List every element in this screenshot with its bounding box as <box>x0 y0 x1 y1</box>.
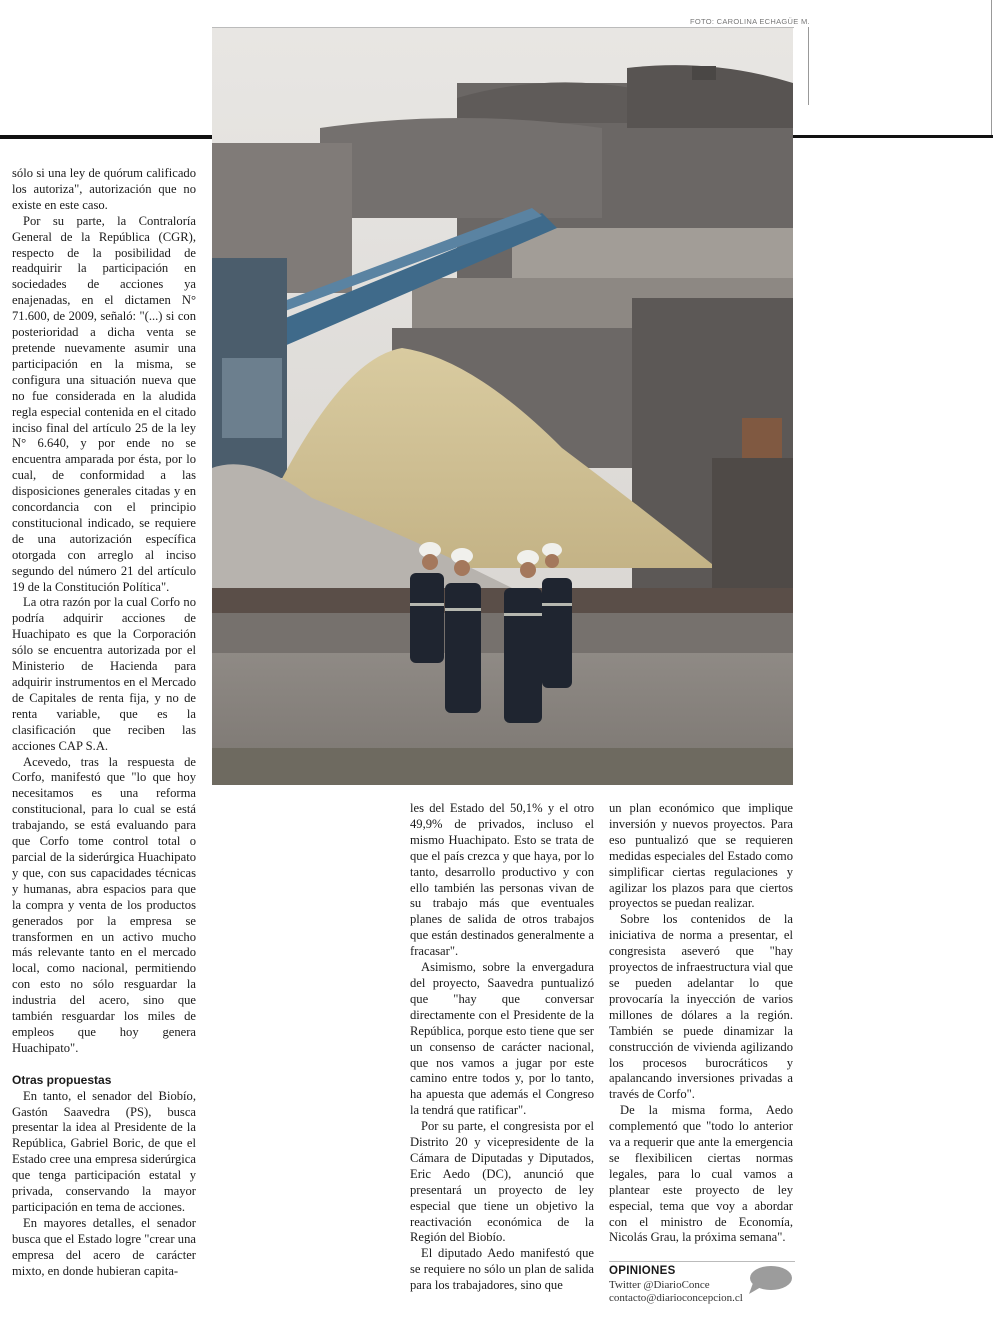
photo-credit: FOTO: CAROLINA ECHAGÜE M. <box>690 17 810 26</box>
paragraph: Por su parte, la Contraloría General de la República (CGR), respecto de la posibilidad de readquirir la participación en sociedades de acciones ya enajenadas, en el dictamen N° 71.600, de 2009, señaló: "(...) si con posterioridad a dicha venta se pretende nuevamente asumir una participación en la misma, se configura una situación nueva que no fue considerada en la aludida regla especial contenida en el citado inciso final del artículo 25 de la ley N° 6.640, y por ende no se encuentra amparada por ésta, por lo cual, de conformidad a las disposiciones generales citadas y en concordancia con el principio constitucional indicado, se requiere de una autorización específica otorgada con arreglo al inciso segundo del número 21 del artículo 19 de la Constitución Política". <box>12 213 196 594</box>
paragraph: De la misma forma, Aedo complementó que "todo lo anterior va a requerir que ante la emergencia se flexibilicen ciertas normas legales, para lo cual vamos a plantear este proyecto de ley especial, tema que voy a abordar con el ministro de Economía, Nicolás Grau, la próxima semana". <box>609 1103 793 1245</box>
speech-bubble-icon <box>747 1265 793 1295</box>
paragraph: Sobre los contenidos de la iniciativa de norma a presentar, el congresista aseveró que "hay proyectos de infraestructura vial que se pueden adelantar lo que provocaría la inyección de varios millones de dólares a la región. También se puede dinamizar la construcción de vivienda agilizando los procesos burocráticos y apalancando inversiones privadas a través de Corfo". <box>609 912 793 1102</box>
opiniones-title: OPINIONES <box>609 1265 676 1277</box>
contact-email[interactable]: contacto@diarioconcepcion.cl <box>609 1292 743 1304</box>
article-column-2 <box>410 801 594 1294</box>
paragraph: sólo si una ley de quórum calificado los autoriza", autorización que no existe en este caso. <box>12 166 196 212</box>
paragraph: les del Estado del 50,1% y el otro 49,9% de privados, incluso el mismo Huachipato. Esto se trata de que el país crezca y que haya, por lo tanto, desarrollo productivo y con ello también las personas vivan de su trabajo más que eventuales planes de salida de otros trabajos que están destinados generalmente a fracasar". <box>410 801 594 959</box>
steel-plant-photo <box>212 28 793 785</box>
opiniones-box <box>609 1261 795 1306</box>
paragraph: En mayores detalles, el senador busca que el Estado logre "crear una empresa del acero de carácter mixto, en donde hubieran capita- <box>12 1215 196 1278</box>
article-column-3 <box>609 801 793 1246</box>
frame-divider <box>808 27 809 105</box>
paragraph: un plan económico que implique inversión y nuevos proyectos. Para eso puntualizó que se requieren medidas especiales del Estado como simplificar ciertas regulaciones y agilizar los plazos para que ciertos proyectos se puedan realizar. <box>609 801 793 911</box>
paragraph: El diputado Aedo manifestó que se requiere no sólo un plan de salida para los trabajadores, sino que <box>410 1246 594 1293</box>
paragraph: En tanto, el senador del Biobío, Gastón Saavedra (PS), busca presentar la idea al Presidente de la República, Gabriel Boric, de que el Estado cree una empresa siderúrgica que tenga participación estatal y privada, conservando la mayor participación en tema de acciones. <box>12 1088 196 1214</box>
section-rule <box>793 135 993 138</box>
paragraph: Acevedo, tras la respuesta de Corfo, manifestó que "lo que hoy necesitamos es una reforma constitucional, para lo cual se está trabajando, se está evaluando para que Corfo tome control total o parcial de la siderúrgica Huachipato y que, con sus capacidades técnicas y humanas, abra espacios para que la compra y venta de los productos generados por la empresa se transformen en un activo mucho más relevante tanto en el mercado local, como nacional, permitiendo con esto no sólo resguardar la industria del acero, sino que también resguardar los miles de empleos que hoy genera Huachipato". <box>12 754 196 1055</box>
paragraph: Por su parte, el congresista por el Distrito 20 y vicepresidente de la Cámara de Diputadas y Diputados, Eric Aedo (DC), anunció que presentará un proyecto de ley especial que tiene un objetivo la reactivación económica de la Región del Biobío. <box>410 1119 594 1245</box>
paragraph: La otra razón por la cual Corfo no podría adquirir acciones de Huachipato es que la Corporación sólo se encuentra autorizada por el Ministerio de Hacienda para adquirir instrumentos en el Mercado de Capitales de renta fija, y no de renta variable, que es la clasificación que reciben las acciones CAP S.A. <box>12 595 196 753</box>
frame-divider <box>991 0 992 138</box>
paragraph: Asimismo, sobre la envergadura del proyecto, Saavedra puntualizó que "hay que conversar directamente con el Presidente de la República, porque esto tiene que ser un consenso de carácter nacional, que nos vamos a jugar por este camino entre todos y, por lo tanto, ha apuesta que además el Congreso la tendrá que ratificar". <box>410 960 594 1118</box>
section-subhead: Otras propuestas <box>12 1072 112 1087</box>
twitter-handle[interactable]: Twitter @DiarioConce <box>609 1279 710 1291</box>
article-column-1 <box>12 166 196 1280</box>
section-rule <box>0 135 212 139</box>
